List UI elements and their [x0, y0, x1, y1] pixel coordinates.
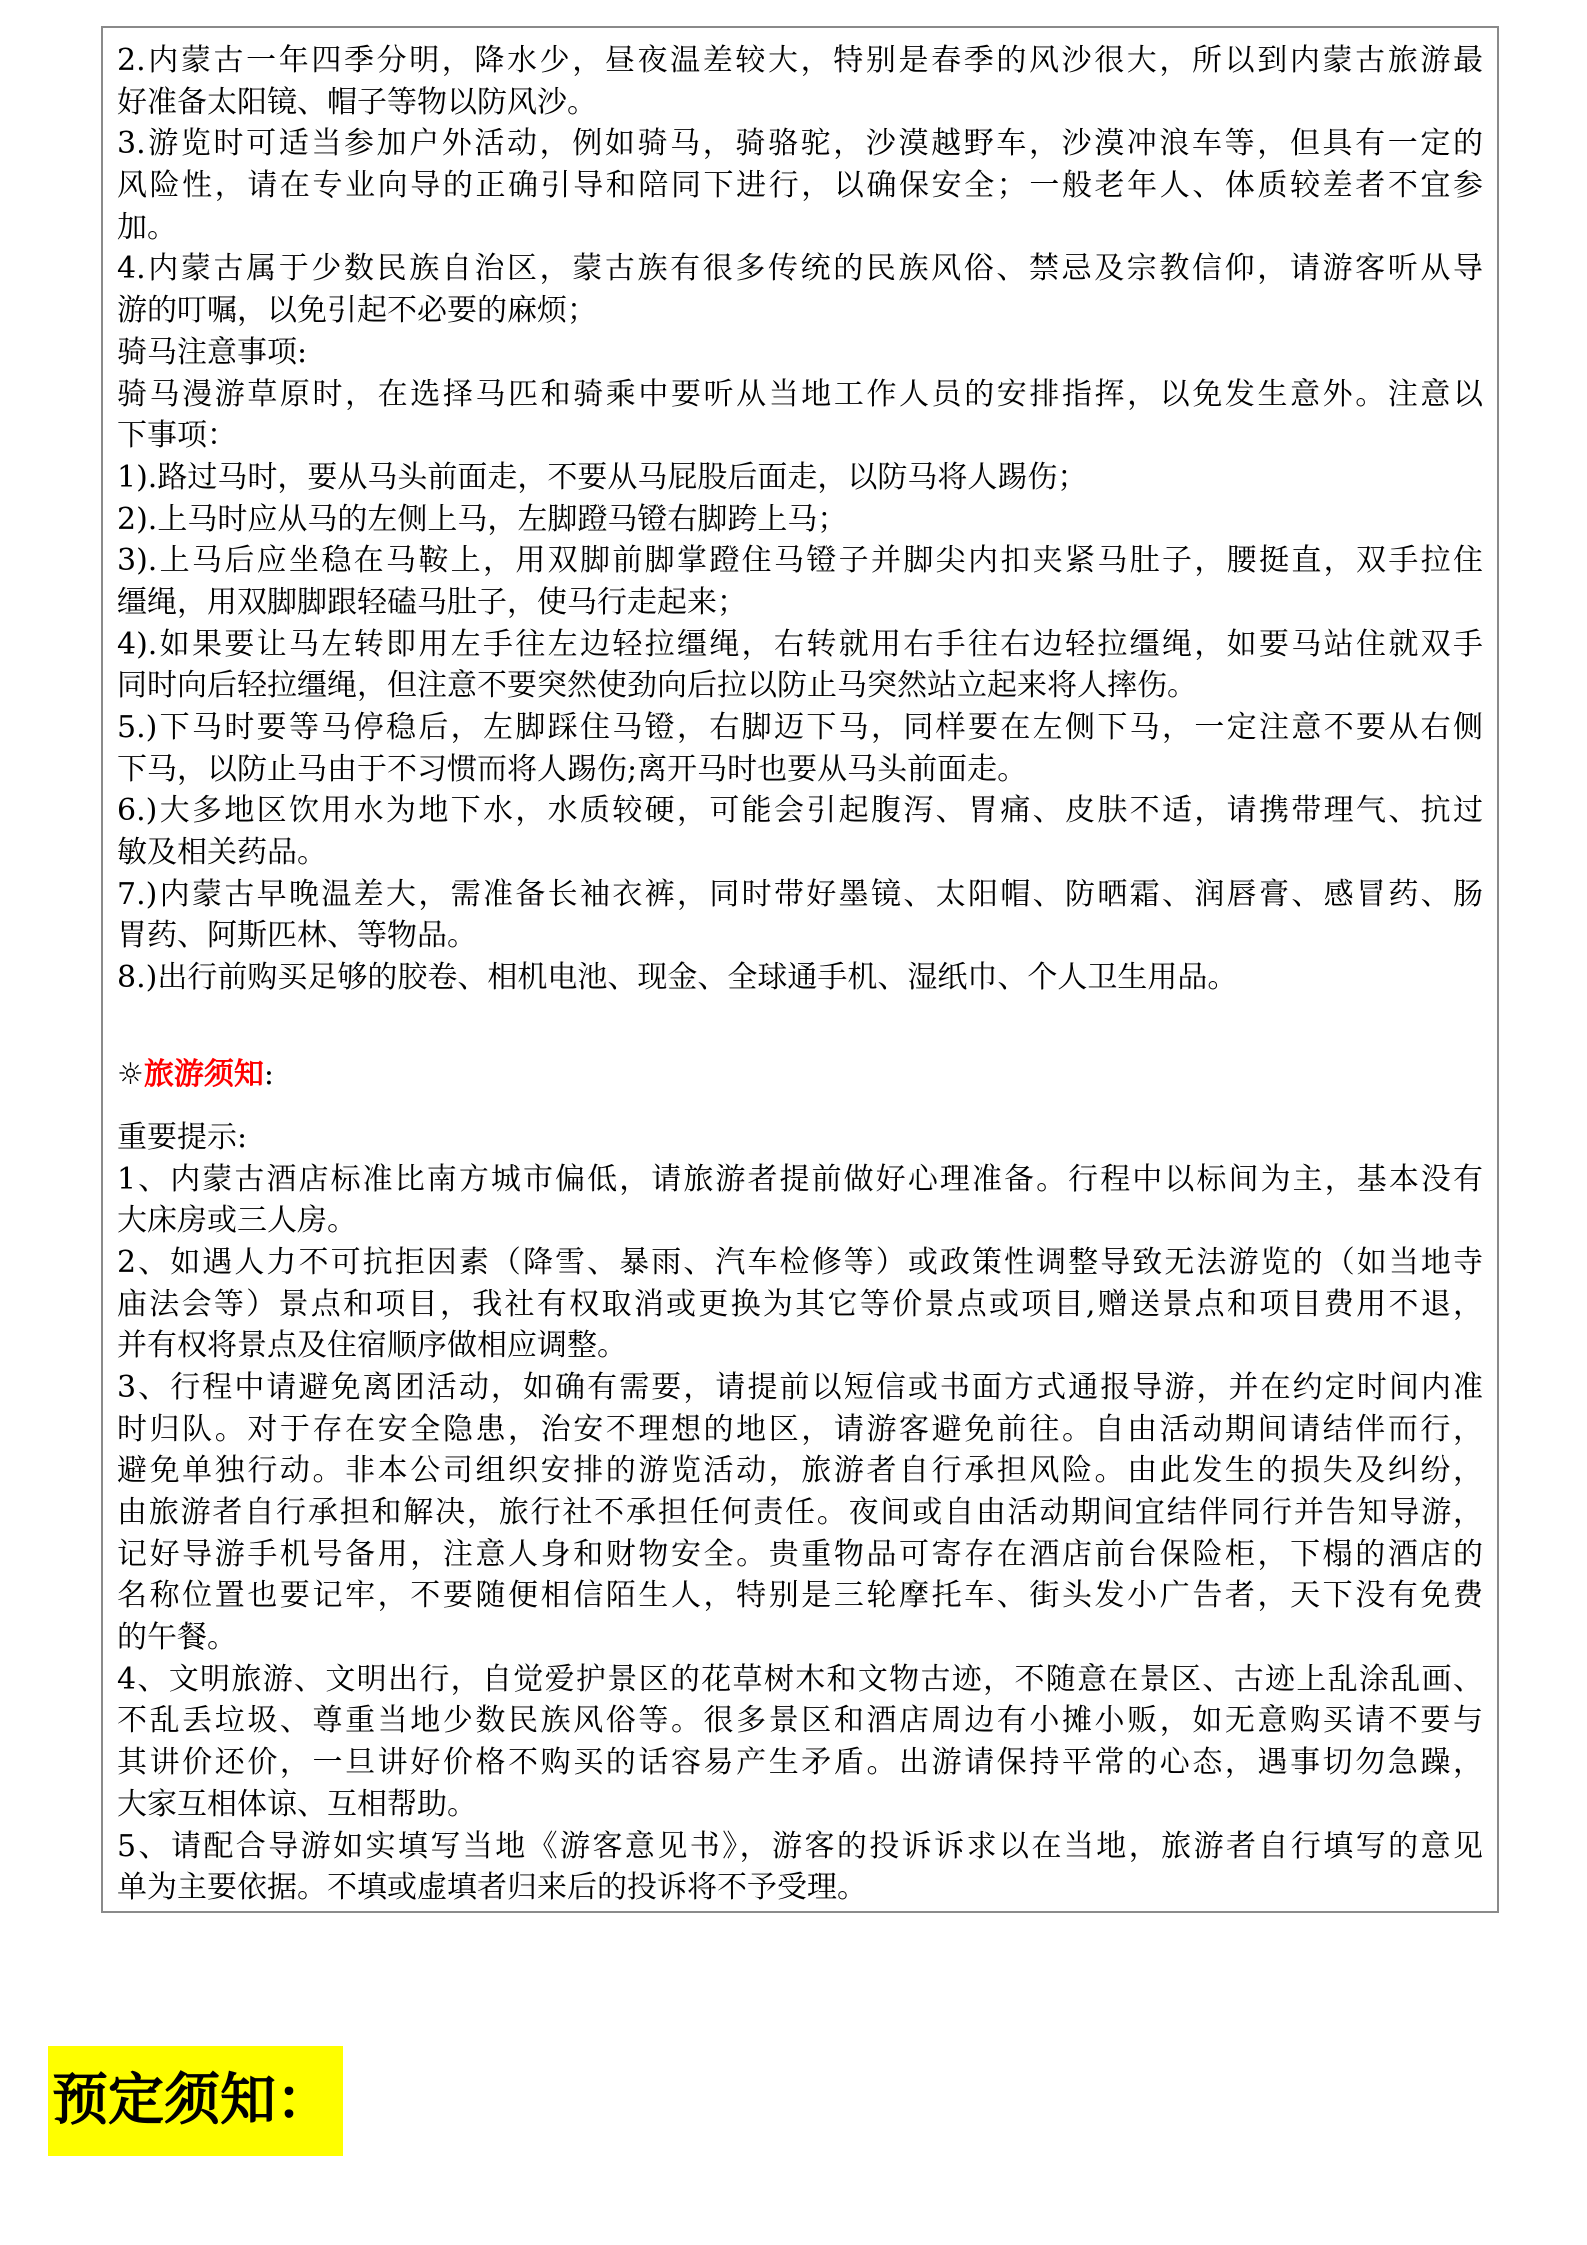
- text-line: 6.)大多地区饮用水为地下水，水质较硬，可能会引起腹泻、胃痛、皮肤不适，请携带理气、抗过: [117, 793, 1483, 829]
- text-line: 骑马注意事项:: [117, 334, 308, 370]
- text-line: 下事项：: [117, 418, 237, 454]
- text-line: 4.内蒙古属于少数民族自治区，蒙古族有很多传统的民族风俗、禁忌及宗教信仰，请游客听从导: [117, 251, 1483, 287]
- text-line: 8.)出行前购买足够的胶卷、相机电池、现金、全球通手机、湿纸巾、个人卫生用品。: [117, 960, 1238, 996]
- travel-notice-section: [117, 1117, 1483, 1909]
- text-line: 4、文明旅游、文明出行，自觉爱护景区的花草树木和文物古迹，不随意在景区、古迹上乱涂乱画、: [117, 1661, 1483, 1697]
- text-line: 2.内蒙古一年四季分明，降水少，昼夜温差较大，特别是春季的风沙很大，所以到内蒙古旅游最: [117, 43, 1483, 78]
- text-line: 7.)内蒙古早晚温差大，需准备长袖衣裤，同时带好墨镜、太阳帽、防晒霜、润唇膏、感冒药、肠: [117, 876, 1483, 912]
- text-line: 2).上马时应从马的左侧上马，左脚蹬马镫右脚跨上马；: [117, 501, 848, 537]
- booking-notice-heading: 预定须知：: [48, 2046, 343, 2156]
- text-line: 重要提示:: [117, 1119, 248, 1155]
- text-line: 单为主要依据。不填或虚填者归来后的投诉将不予受理。: [117, 1870, 867, 1906]
- text-line: 缰绳，用双脚脚跟轻磕马肚子，使马行走起来；: [117, 584, 747, 620]
- text-line: 1、内蒙古酒店标准比南方城市偏低，请旅游者提前做好心理准备。行程中以标间为主，基本没有: [117, 1161, 1483, 1197]
- text-line: 下马，以防止马由于不习惯而将人踢伤;离开马时也要从马头前面走。: [117, 751, 1028, 787]
- text-line: 5、请配合导游如实填写当地《游客意见书》，游客的投诉诉求以在当地，旅游者自行填写的意见: [117, 1828, 1483, 1864]
- text-line: 其讲价还价，一旦讲好价格不购买的话容易产生矛盾。出游请保持平常的心态，遇事切勿急躁，: [117, 1745, 1483, 1781]
- text-line: 加。: [117, 209, 177, 245]
- travel-tips-section: [117, 40, 1483, 999]
- heading-colon: :: [263, 1056, 275, 1092]
- text-line: 并有权将景点及住宿顺序做相应调整。: [117, 1328, 627, 1364]
- text-line: 4).如果要让马左转即用左手往左边轻拉缰绳，右转就用右手往右边轻拉缰绳，如要马站住就双手: [117, 626, 1483, 662]
- sun-icon: ☼: [117, 1056, 144, 1092]
- text-line: 骑马漫游草原时，在选择马匹和骑乘中要听从当地工作人员的安排指挥，以免发生意外。注意以: [117, 376, 1483, 412]
- text-line: 3).上马后应坐稳在马鞍上，用双脚前脚掌蹬住马镫子并脚尖内扣夹紧马肚子，腰挺直，双手拉住: [117, 543, 1483, 579]
- text-line: 大床房或三人房。: [117, 1203, 357, 1239]
- text-line: 好准备太阳镜、帽子等物以防风沙。: [117, 84, 597, 120]
- text-line: 5.)下马时要等马停稳后，左脚踩住马镫，右脚迈下马，同样要在左侧下马，一定注意不要从右侧: [117, 710, 1483, 745]
- text-line: 3.游览时可适当参加户外活动，例如骑马，骑骆驼，沙漠越野车，沙漠冲浪车等，但具有一定的: [117, 126, 1483, 162]
- text-line: 2、如遇人力不可抗拒因素（降雪、暴雨、汽车检修等）或政策性调整导致无法游览的（如当地寺: [117, 1244, 1483, 1280]
- text-line: 庙法会等）景点和项目，我社有权取消或更换为其它等价景点或项目,赠送景点和项目费用不退，: [117, 1286, 1483, 1322]
- text-line: 风险性，请在专业向导的正确引导和陪同下进行，以确保安全；一般老年人、体质较差者不宜参: [117, 168, 1483, 204]
- text-line: 由旅游者自行承担和解决，旅行社不承担任何责任。夜间或自由活动期间宜结伴同行并告知导游，: [117, 1495, 1483, 1530]
- text-line: 避免单独行动。非本公司组织安排的游览活动，旅游者自行承担风险。由此发生的损失及纠纷，: [117, 1453, 1483, 1489]
- text-line: 3、行程中请避免离团活动，如确有需要，请提前以短信或书面方式通报导游，并在约定时间内准: [117, 1369, 1483, 1405]
- text-line: 胃药、阿斯匹林、等物品。: [117, 918, 477, 954]
- text-line: 记好导游手机号备用，注意人身和财物安全。贵重物品可寄存在酒店前台保险柜，下榻的酒店的: [117, 1536, 1483, 1572]
- text-line: 敏及相关药品。: [117, 835, 327, 871]
- text-line: 1).路过马时，要从马头前面走，不要从马屁股后面走，以防马将人踢伤；: [117, 459, 1088, 495]
- travel-info-box: [101, 26, 1499, 1913]
- text-line: 游的叮嘱，以免引起不必要的麻烦；: [117, 293, 597, 329]
- text-line: 名称位置也要记牢，不要随便相信陌生人，特别是三轮摩托车、街头发小广告者，天下没有免费: [117, 1578, 1483, 1614]
- text-line: 同时向后轻拉缰绳，但注意不要突然使劲向后拉以防止马突然站立起来将人摔伤。: [117, 668, 1197, 704]
- travel-notice-title: 旅游须知: [143, 1056, 264, 1092]
- travel-notice-heading: [117, 1055, 1483, 1095]
- text-line: 不乱丢垃圾、尊重当地少数民族风俗等。很多景区和酒店周边有小摊小贩，如无意购买请不要与: [117, 1703, 1483, 1739]
- text-line: 的午餐。: [117, 1620, 237, 1656]
- text-line: 时归队。对于存在安全隐患，治安不理想的地区，请游客避免前往。自由活动期间请结伴而行，: [117, 1411, 1483, 1447]
- text-line: 大家互相体谅、互相帮助。: [117, 1786, 477, 1822]
